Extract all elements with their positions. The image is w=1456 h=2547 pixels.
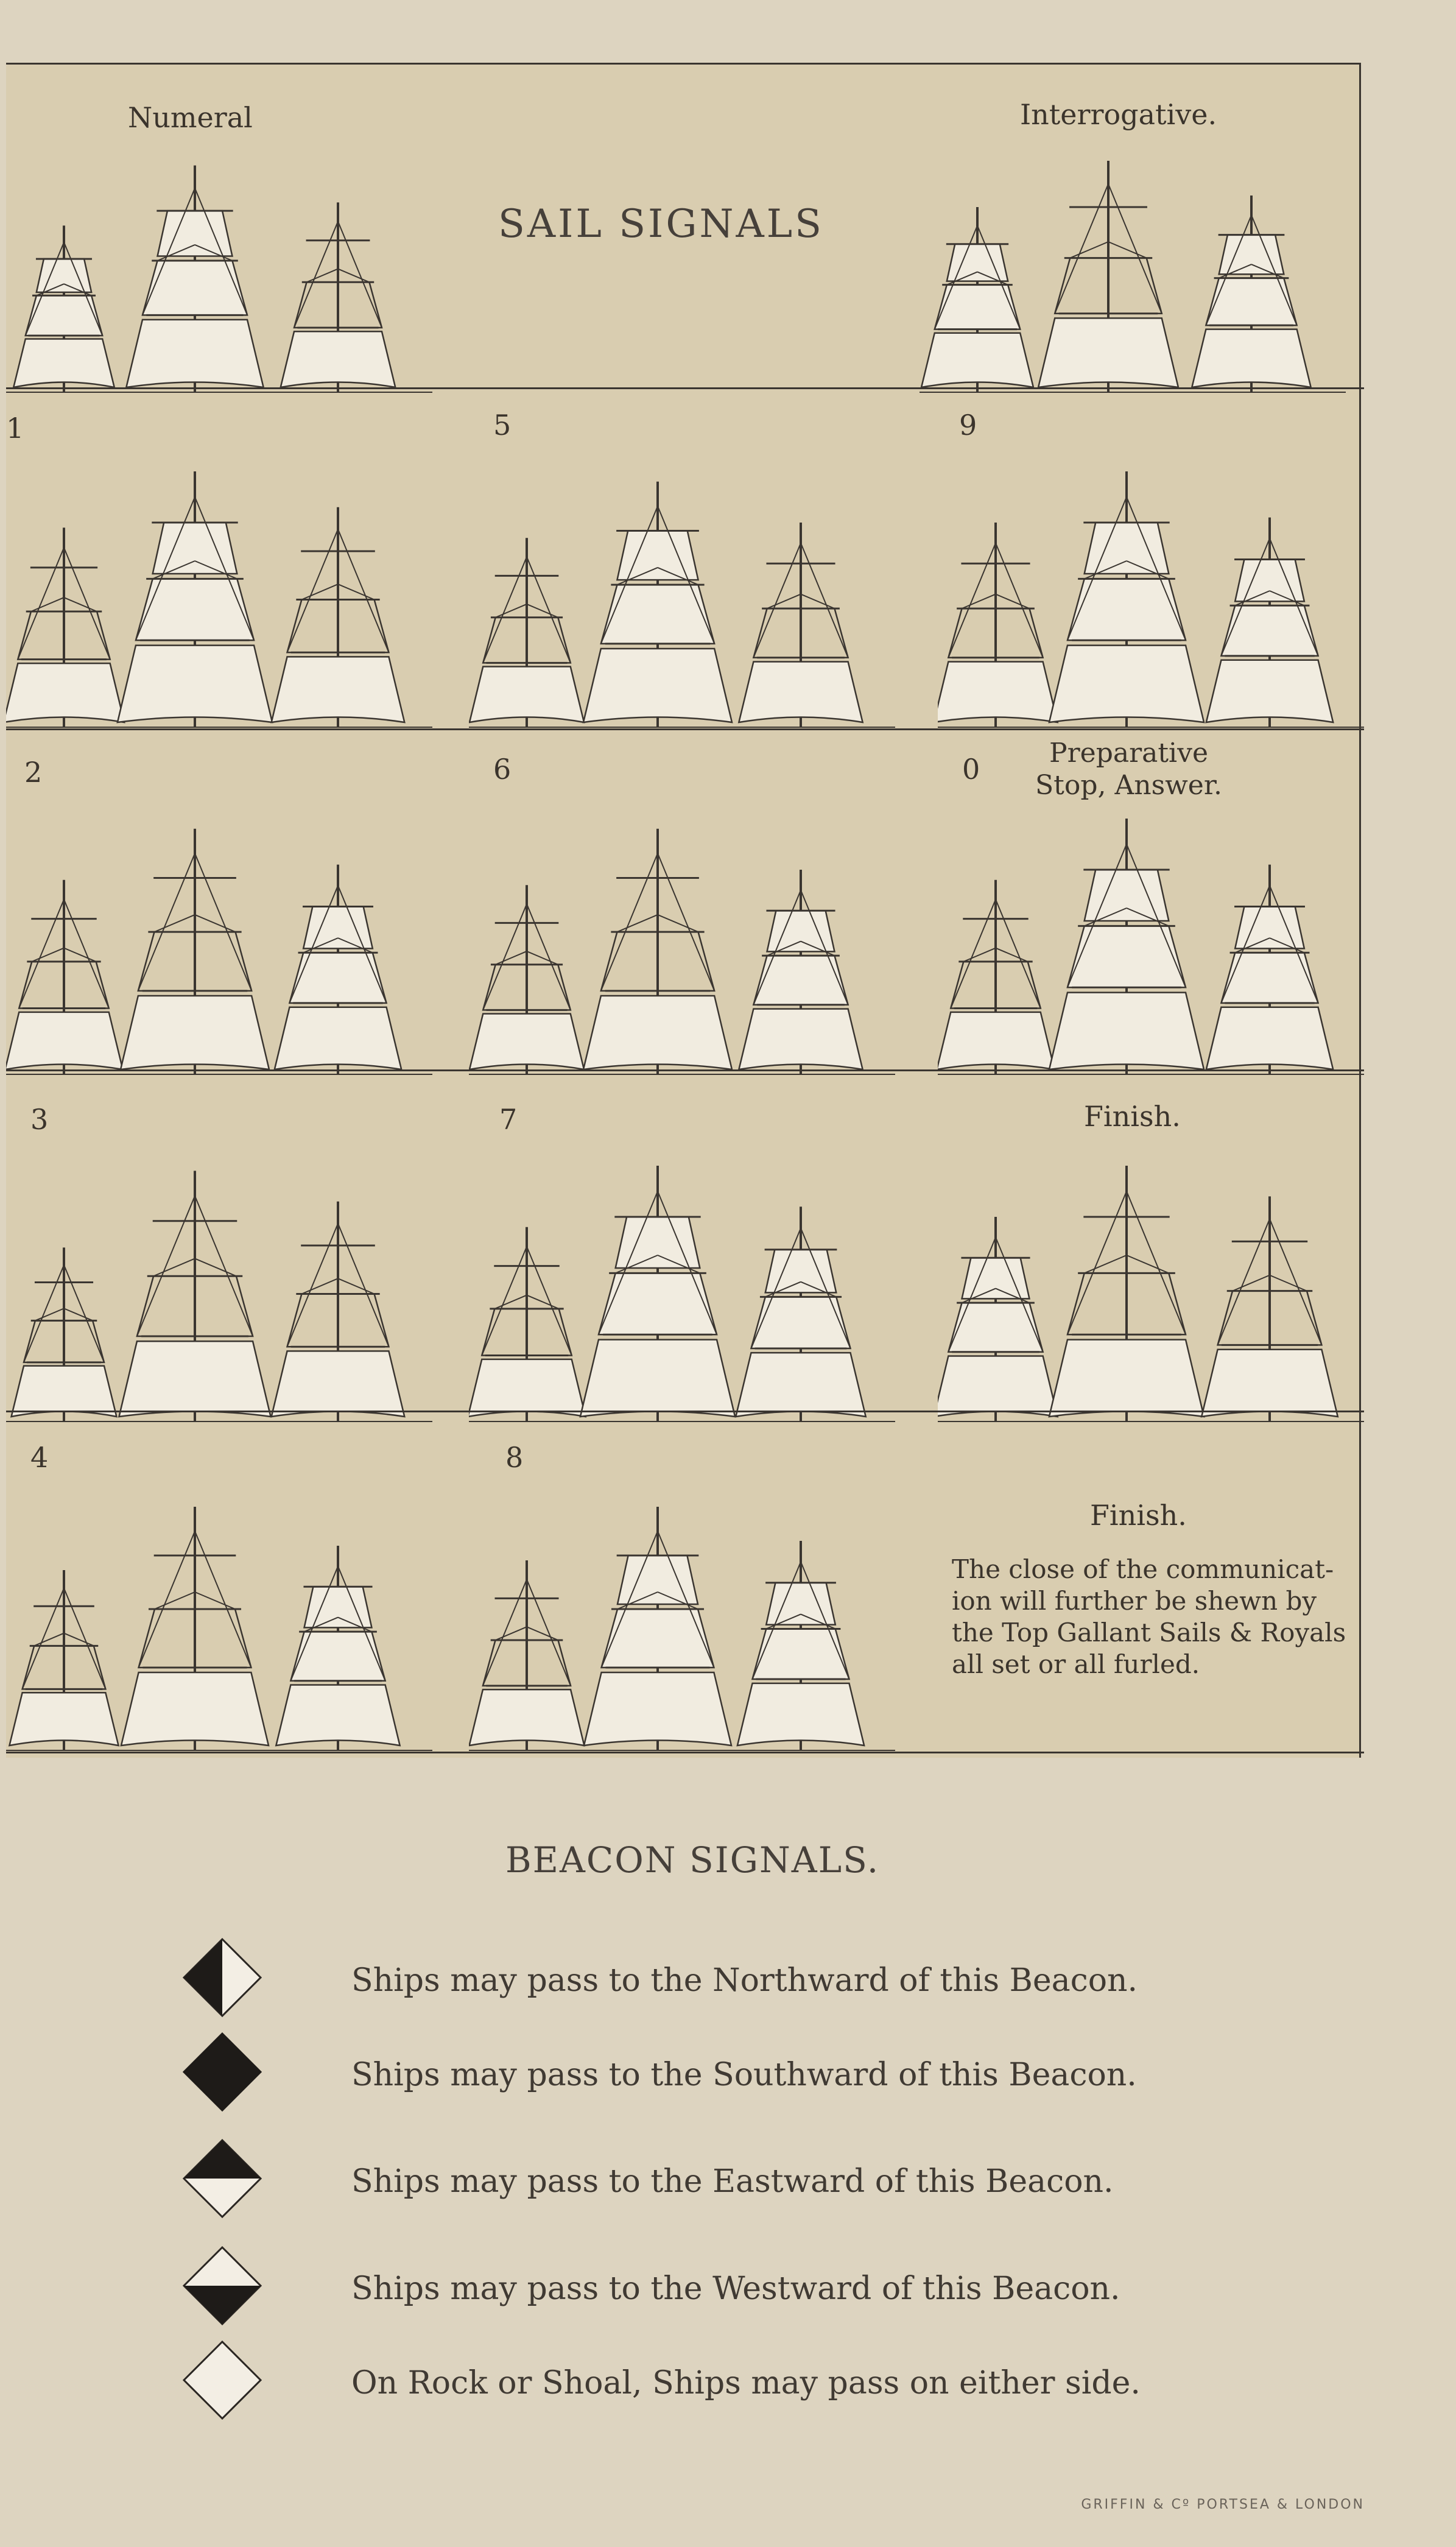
ship-silhouette (739, 870, 862, 1074)
ship-silhouette (118, 471, 272, 727)
ship-group-6 (469, 801, 895, 1082)
ship-group-8 (469, 1490, 895, 1758)
row-divider (6, 728, 1364, 730)
row-divider (6, 1752, 1364, 1753)
signal-5-label: 5 (493, 409, 512, 442)
ship-silhouette (938, 523, 1058, 727)
ship-silhouette (583, 482, 732, 727)
ship-silhouette (921, 207, 1033, 392)
signal-7-label: 7 (499, 1103, 518, 1136)
beacon-row (183, 2341, 1218, 2420)
ship-silhouette (119, 1171, 270, 1421)
ship-silhouette (470, 885, 584, 1074)
ship-silhouette (1206, 518, 1333, 727)
ship-group-7 (469, 1149, 895, 1429)
imprint: GRIFFIN & Cº PORTSEA & LONDON (1081, 2497, 1365, 2512)
ship-silhouette (1192, 196, 1310, 392)
ship-group-3 (6, 1149, 432, 1429)
ship-silhouette (737, 1541, 864, 1750)
ship-silhouette (736, 1207, 865, 1421)
diamond-bottom-half-dark-icon (183, 2246, 262, 2325)
ship-group-interrogative (920, 144, 1346, 400)
diamond-top-half-dark-icon (183, 2139, 262, 2218)
ship-group-0 (938, 801, 1364, 1082)
ship-silhouette (121, 1507, 269, 1750)
sail-signals-title: SAIL SIGNALS (498, 202, 824, 247)
signal-4-label: 4 (30, 1441, 49, 1474)
signal-6-label: 6 (493, 753, 512, 786)
beacon-text: On Rock or Shoal, Ships may pass on either side. (351, 2365, 1141, 2401)
finish-note: The close of the communicat-ion will further be shewn by the Top Gallant Sails & Royals all set or all furled. (952, 1554, 1346, 1679)
beacon-text: Ships may pass to the Southward of this Beacon. (351, 2057, 1137, 2093)
signal-0-label: 0 (962, 753, 980, 786)
ship-silhouette (12, 1247, 117, 1421)
interrogative-label: Interrogative. (1020, 98, 1217, 131)
signal-1-label: 1 (6, 412, 24, 445)
ship-group-1 (6, 454, 432, 735)
row-divider (6, 1069, 1364, 1071)
ship-silhouette (470, 538, 584, 727)
ship-silhouette (6, 880, 123, 1074)
signal-8-label: 8 (505, 1441, 524, 1474)
ship-group-2 (6, 801, 432, 1082)
ship-silhouette (126, 166, 263, 392)
diamond-solid-dark-icon (183, 2032, 262, 2112)
ship-silhouette (1038, 161, 1178, 392)
ship-silhouette (121, 829, 269, 1074)
beacon-row (183, 2139, 1218, 2218)
row-divider (6, 1411, 1364, 1412)
ship-silhouette (9, 1570, 118, 1750)
signal-9-label: 9 (959, 409, 977, 442)
ship-group-finish (938, 1149, 1364, 1429)
ship-silhouette (584, 1507, 731, 1750)
ship-silhouette (281, 202, 396, 392)
ship-silhouette (583, 829, 732, 1074)
ship-silhouette (272, 507, 405, 727)
ship-silhouette (1049, 819, 1204, 1074)
ship-silhouette (580, 1166, 735, 1421)
ship-silhouette (469, 1227, 586, 1421)
ship-silhouette (938, 1217, 1058, 1421)
beacon-signals-title: BEACON SIGNALS. (505, 1839, 880, 1881)
beacon-row (183, 2032, 1218, 2112)
ship-silhouette (739, 523, 862, 727)
ship-silhouette (276, 1546, 399, 1750)
beacon-text: Ships may pass to the Westward of this Beacon. (351, 2270, 1120, 2307)
finish-label-a: Finish. (1084, 1100, 1181, 1133)
ship-silhouette (6, 527, 124, 727)
ship-silhouette (1206, 865, 1333, 1074)
ship-silhouette (470, 1560, 585, 1750)
beacon-row (183, 2246, 1218, 2325)
ship-silhouette (275, 865, 401, 1074)
sail-signals-plate (6, 63, 1361, 1758)
ship-silhouette (1049, 1166, 1204, 1421)
preparative-label: Preparative Stop, Answer. (1035, 738, 1223, 801)
ship-group-numeral (6, 144, 432, 400)
ship-silhouette (1049, 471, 1204, 727)
ship-silhouette (272, 1202, 405, 1421)
signal-3-label: 3 (30, 1103, 49, 1136)
beacon-text: Ships may pass to the Eastward of this Beacon. (351, 2163, 1114, 2200)
beacon-text: Ships may pass to the Northward of this Beacon. (351, 1962, 1138, 1999)
ship-silhouette (1201, 1196, 1338, 1421)
diamond-hollow-icon (183, 2341, 262, 2420)
beacon-row (183, 1938, 1218, 2017)
ship-group-9 (938, 454, 1364, 735)
row-divider (6, 387, 1364, 389)
ship-group-4 (6, 1490, 432, 1758)
signal-2-label: 2 (24, 756, 43, 789)
ship-silhouette (13, 225, 114, 392)
finish-label-b: Finish. (1090, 1499, 1187, 1532)
diamond-left-half-dark-icon (183, 1938, 262, 2017)
ship-silhouette (938, 880, 1055, 1074)
numeral-label: Numeral (128, 101, 253, 134)
ship-group-5 (469, 454, 895, 735)
